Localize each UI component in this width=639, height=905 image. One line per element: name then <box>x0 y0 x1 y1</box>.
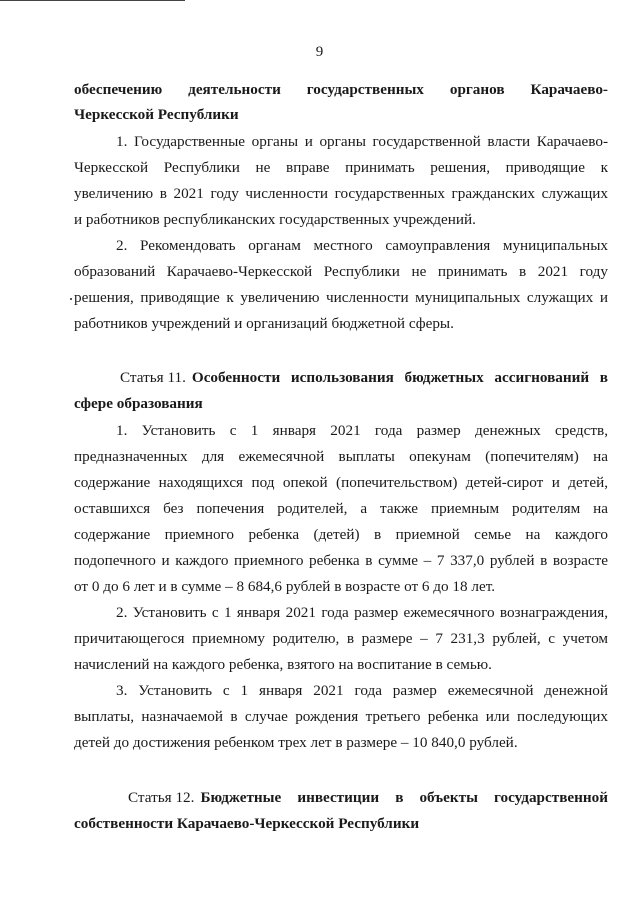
article-11-heading <box>120 368 608 388</box>
paragraph-1-line-1: 1. Государственные органы и органы государственной власти Карачаево- <box>116 133 608 150</box>
paragraph-1-line-3: увеличению в 2021 году численности государственных гражданских служащих <box>74 185 608 202</box>
article-11-p3-line-2: выплаты, назначаемой в случае рождения третьего ребенка или последующих <box>74 708 608 725</box>
article-11-label: Статья 11. <box>120 369 186 386</box>
article-11-p1-line-4: оставшихся без попечения родителей, а также приемным родителям на <box>74 500 608 517</box>
paragraph-2-line-3: решения, приводящие к увеличению численности муниципальных служащих и <box>74 289 608 306</box>
article-12-title-line-2: собственности Карачаево-Черкесской Республики <box>74 815 420 832</box>
heading-continuation-line-2: Черкесской Республики <box>74 106 239 123</box>
article-11-p3-line-3: детей до достижения ребенком трех лет в размере – 10 840,0 рублей. <box>74 734 518 751</box>
article-12-heading <box>128 788 608 808</box>
page-number: 9 <box>315 44 324 60</box>
article-12-label: Статья 12. <box>128 789 195 806</box>
scan-speck <box>70 298 72 300</box>
article-11-p1-line-3: содержание находящихся под опекой (попечительством) детей-сирот и детей, <box>74 474 608 491</box>
article-11-p1-line-7: от 0 до 6 лет и в сумме – 8 684,6 рублей в возрасте от 6 до 18 лет. <box>74 578 496 595</box>
heading-continuation-line-1: обеспечению деятельности государственных органов Карачаево- <box>74 81 608 98</box>
article-11-p2-line-3: начислений на каждого ребенка, взятого на воспитание в семью. <box>74 656 492 673</box>
paragraph-2-line-4: работников учреждений и организаций бюджетной сферы. <box>74 315 454 332</box>
paragraph-1-line-2: Черкесской Республики не вправе принимать решения, приводящие к <box>74 159 608 176</box>
paragraph-2-line-2: образований Карачаево-Черкесской Республики не принимать в 2021 году <box>74 263 608 280</box>
article-11-p3-line-1: 3. Установить с 1 января 2021 года размер ежемесячной денежной <box>116 682 608 699</box>
article-11-p1-line-5: содержание приемного ребенка (детей) в приемной семье на каждого <box>74 526 608 543</box>
article-11-p1-line-2: предназначенных для ежемесячной выплаты опекунам (попечителям) на <box>74 448 608 465</box>
article-11-p2-line-1: 2. Установить с 1 января 2021 года размер ежемесячного вознаграждения, <box>116 604 608 621</box>
article-11-title-line-2: сфере образования <box>74 395 203 412</box>
page-top-rule <box>0 0 185 1</box>
article-11-p1-line-6: подопечного и каждого приемного ребенка в сумме – 7 337,0 рублей в возрасте <box>74 552 608 569</box>
paragraph-2-line-1: 2. Рекомендовать органам местного самоуправления муниципальных <box>116 237 608 254</box>
paragraph-1-line-4: и работников республиканских государственных учреждений. <box>74 211 476 228</box>
article-12-title-line-1: Бюджетные инвестиции в объекты государственной <box>200 789 608 806</box>
article-11-title-line-1: Особенности использования бюджетных ассигнований в <box>191 369 608 386</box>
article-11-p2-line-2: причитающегося приемному родителю, в размере – 7 231,3 рублей, с учетом <box>74 630 608 647</box>
article-11-p1-line-1: 1. Установить с 1 января 2021 года размер денежных средств, <box>116 422 608 439</box>
